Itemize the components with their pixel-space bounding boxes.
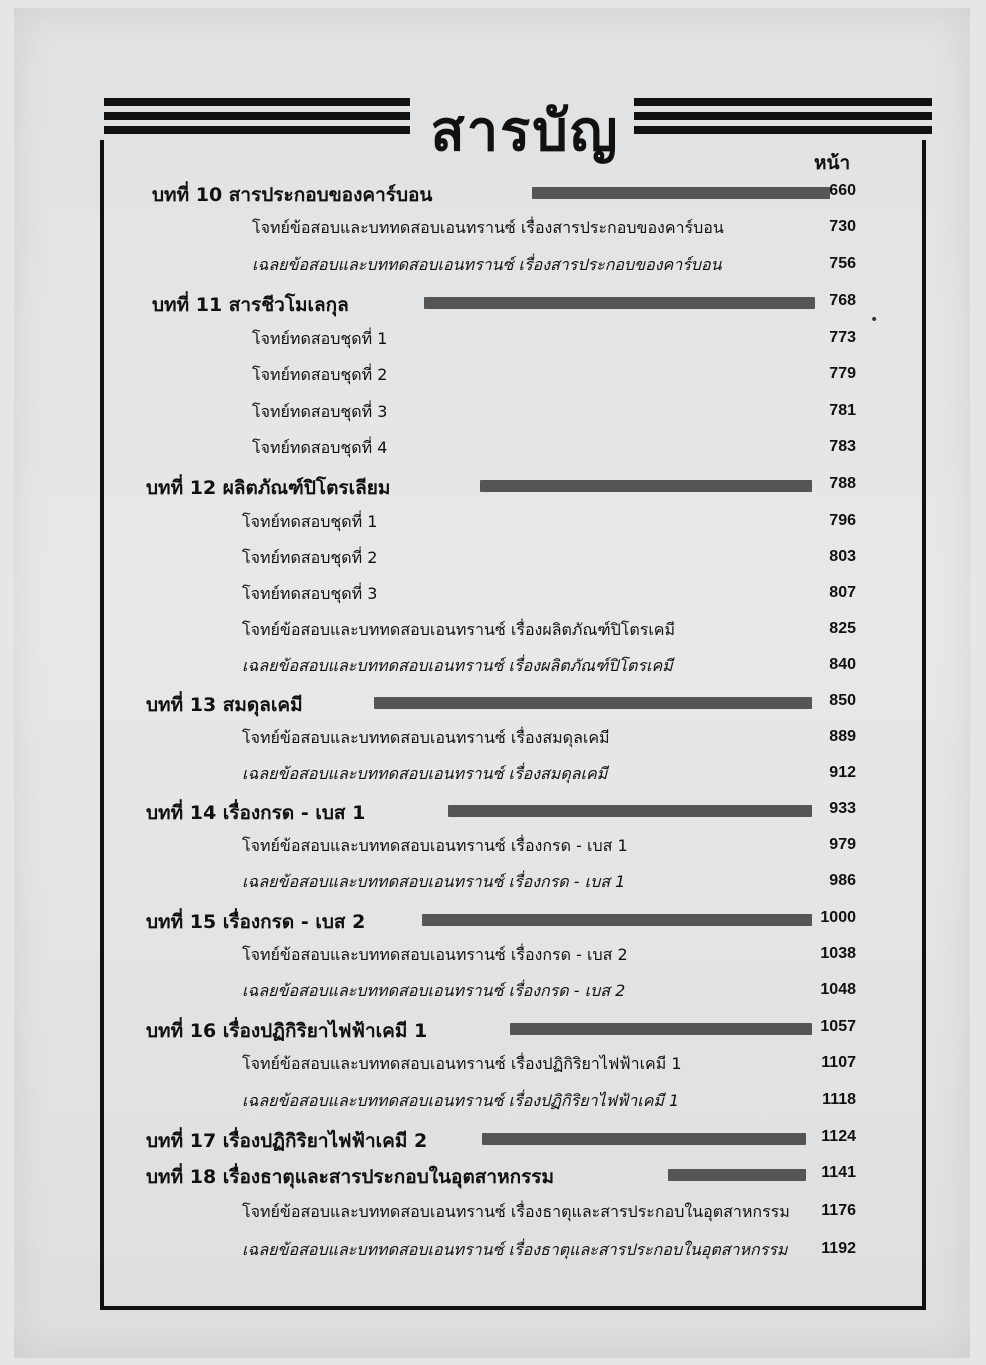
exercise-entry-title: โจทย์ข้อสอบและบททดสอบเอนทรานซ์ เรื่องธาตุและสารประกอบในอุตสาหกรรม xyxy=(242,1202,790,1221)
exercise-entry-title: โจทย์ทดสอบชุดที่ 1 xyxy=(252,329,388,348)
page-number: 986 xyxy=(829,872,856,889)
toc-entry-row[interactable] xyxy=(0,654,986,684)
page-number: 1048 xyxy=(820,981,856,998)
page-number: 796 xyxy=(829,512,856,529)
exercise-entry-title: โจทย์ข้อสอบและบททดสอบเอนทรานซ์ เรื่องสมดุลเคมี xyxy=(242,728,610,747)
answer-entry-title: เฉลยข้อสอบและบททดสอบเอนทรานซ์ เรื่องสารประกอบของคาร์บอน xyxy=(252,255,722,274)
chapter-leader-bar xyxy=(424,297,815,309)
toc-entry-row[interactable] xyxy=(0,726,986,756)
toc-chapter-row[interactable] xyxy=(0,1016,986,1046)
exercise-entry-title: โจทย์ข้อสอบและบททดสอบเอนทรานซ์ เรื่องกรด - เบส 2 xyxy=(242,945,628,964)
answer-entry-title: เฉลยข้อสอบและบททดสอบเอนทรานซ์ เรื่องกรด - เบส 2 xyxy=(242,981,626,1000)
chapter-title: บทที่ 13 สมดุลเคมี xyxy=(146,694,303,716)
toc-entry-row[interactable] xyxy=(0,1089,986,1119)
chapter-title: บทที่ 10 สารประกอบของคาร์บอน xyxy=(152,184,433,206)
chapter-leader-bar xyxy=(532,187,830,199)
page-number: 850 xyxy=(829,692,856,709)
toc-entry-row[interactable] xyxy=(0,436,986,466)
toc-entry-row[interactable] xyxy=(0,834,986,864)
chapter-leader-bar xyxy=(510,1023,812,1035)
chapter-leader-bar xyxy=(668,1169,806,1181)
exercise-entry-title: โจทย์ทดสอบชุดที่ 3 xyxy=(242,584,378,603)
toc-entry-row[interactable] xyxy=(0,1238,986,1268)
toc-entry-row[interactable] xyxy=(0,400,986,430)
page-number: 788 xyxy=(829,475,856,492)
chapter-title: บทที่ 12 ผลิตภัณฑ์ปิโตรเลียม xyxy=(146,477,391,499)
page-number: 783 xyxy=(829,438,856,455)
toc-chapter-row[interactable] xyxy=(0,798,986,828)
exercise-entry-title: โจทย์ข้อสอบและบททดสอบเอนทรานซ์ เรื่องสารประกอบของคาร์บอน xyxy=(252,218,724,237)
page-number: 840 xyxy=(829,656,856,673)
exercise-entry-title: โจทย์ทดสอบชุดที่ 1 xyxy=(242,512,378,531)
toc-chapter-row[interactable] xyxy=(0,180,986,210)
chapter-leader-bar xyxy=(480,480,812,492)
exercise-entry-title: โจทย์ทดสอบชุดที่ 3 xyxy=(252,402,388,421)
toc-entry-row[interactable] xyxy=(0,510,986,540)
toc-chapter-row[interactable] xyxy=(0,1126,986,1156)
exercise-entry-title: โจทย์ข้อสอบและบททดสอบเอนทรานซ์ เรื่องกรด - เบส 1 xyxy=(242,836,628,855)
title-stripes-left xyxy=(104,98,410,144)
toc-chapter-row[interactable] xyxy=(0,690,986,720)
chapter-leader-bar xyxy=(448,805,812,817)
page-number: 1057 xyxy=(820,1018,856,1035)
chapter-leader-bar xyxy=(482,1133,806,1145)
chapter-leader-bar xyxy=(374,697,812,709)
page-number: 756 xyxy=(829,255,856,272)
page-number: 825 xyxy=(829,620,856,637)
page-number: 1107 xyxy=(821,1054,856,1071)
page-number: 773 xyxy=(829,329,856,346)
exercise-entry-title: โจทย์ทดสอบชุดที่ 4 xyxy=(252,438,388,457)
toc-entry-row[interactable] xyxy=(0,1052,986,1082)
toc-entry-row[interactable] xyxy=(0,979,986,1009)
answer-entry-title: เฉลยข้อสอบและบททดสอบเอนทรานซ์ เรื่องธาตุและสารประกอบในอุตสาหกรรม xyxy=(242,1240,788,1259)
toc-entry-row[interactable] xyxy=(0,363,986,393)
chapter-title: บทที่ 18 เรื่องธาตุและสารประกอบในอุตสาหกรรม xyxy=(146,1166,555,1188)
toc-entry-row[interactable] xyxy=(0,546,986,576)
toc-chapter-row[interactable] xyxy=(0,290,986,320)
toc-entry-row[interactable] xyxy=(0,253,986,283)
exercise-entry-title: โจทย์ข้อสอบและบททดสอบเอนทรานซ์ เรื่องผลิตภัณฑ์ปิโตรเคมี xyxy=(242,620,676,639)
answer-entry-title: เฉลยข้อสอบและบททดสอบเอนทรานซ์ เรื่องกรด - เบส 1 xyxy=(242,872,626,891)
chapter-title: บทที่ 15 เรื่องกรด - เบส 2 xyxy=(146,911,366,933)
exercise-entry-title: โจทย์ข้อสอบและบททดสอบเอนทรานซ์ เรื่องปฏิกิริยาไฟฟ้าเคมี 1 xyxy=(242,1054,682,1073)
toc-entry-row[interactable] xyxy=(0,582,986,612)
answer-entry-title: เฉลยข้อสอบและบททดสอบเอนทรานซ์ เรื่องผลิตภัณฑ์ปิโตรเคมี xyxy=(242,656,673,675)
page-number: 803 xyxy=(829,548,856,565)
toc-entry-row[interactable] xyxy=(0,870,986,900)
page-number: 781 xyxy=(829,402,856,419)
toc-entry-row[interactable] xyxy=(0,327,986,357)
chapter-title: บทที่ 17 เรื่องปฏิกิริยาไฟฟ้าเคมี 2 xyxy=(146,1130,428,1152)
toc-chapter-row[interactable] xyxy=(0,473,986,503)
toc-chapter-row[interactable] xyxy=(0,907,986,937)
page-number: 1038 xyxy=(820,945,856,962)
exercise-entry-title: โจทย์ทดสอบชุดที่ 2 xyxy=(252,365,388,384)
toc-entry-row[interactable] xyxy=(0,762,986,792)
page-number: 1192 xyxy=(821,1240,856,1257)
chapter-leader-bar xyxy=(422,914,812,926)
page-number: 1124 xyxy=(821,1128,856,1145)
page-column-header: หน้า xyxy=(814,152,851,174)
page-number: 1000 xyxy=(820,909,856,926)
chapter-title: บทที่ 11 สารชีวโมเลกุล xyxy=(152,294,349,316)
page-number: 1118 xyxy=(822,1091,856,1108)
toc-chapter-row[interactable] xyxy=(0,1162,986,1192)
answer-entry-title: เฉลยข้อสอบและบททดสอบเอนทรานซ์ เรื่องปฏิกิริยาไฟฟ้าเคมี 1 xyxy=(242,1091,680,1110)
toc-entry-row[interactable] xyxy=(0,216,986,246)
page-number: 933 xyxy=(829,800,856,817)
page-number: 912 xyxy=(829,764,856,781)
toc-entry-row[interactable] xyxy=(0,943,986,973)
chapter-title: บทที่ 16 เรื่องปฏิกิริยาไฟฟ้าเคมี 1 xyxy=(146,1020,428,1042)
page-number: 889 xyxy=(829,728,856,745)
page-number: 1141 xyxy=(821,1164,856,1181)
page-number: 779 xyxy=(829,365,856,382)
page-number: 807 xyxy=(829,584,856,601)
page-number: 660 xyxy=(829,182,856,199)
chapter-title: บทที่ 14 เรื่องกรด - เบส 1 xyxy=(146,802,366,824)
exercise-entry-title: โจทย์ทดสอบชุดที่ 2 xyxy=(242,548,378,567)
title-stripes-right xyxy=(634,98,932,144)
page-number: 768 xyxy=(829,292,856,309)
toc-entry-row[interactable] xyxy=(0,618,986,648)
page-number: 979 xyxy=(829,836,856,853)
page-title: สารบัญ xyxy=(430,99,620,164)
page-number: 1176 xyxy=(821,1202,856,1219)
answer-entry-title: เฉลยข้อสอบและบททดสอบเอนทรานซ์ เรื่องสมดุลเคมี xyxy=(242,764,608,783)
stray-mark: • xyxy=(870,312,879,328)
page-number: 730 xyxy=(829,218,856,235)
toc-entry-row[interactable] xyxy=(0,1200,986,1230)
